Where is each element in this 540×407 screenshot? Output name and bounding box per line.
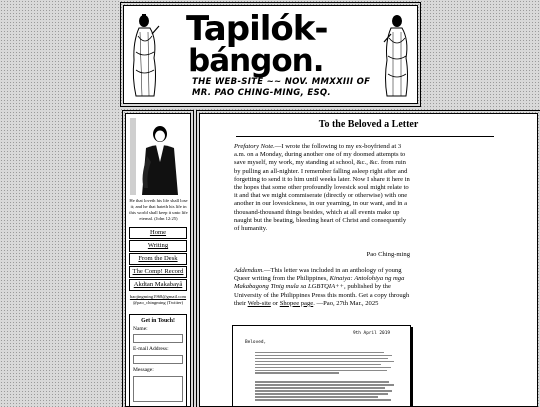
message-input[interactable] <box>133 376 183 402</box>
site-banner <box>123 5 418 104</box>
addendum <box>234 267 410 308</box>
article-title: To the Beloved a Letter <box>318 119 419 130</box>
letter-body-lines <box>255 350 395 402</box>
twitter-handle: @pao_chingming (Twitter) <box>132 300 184 305</box>
site-title-line-1: Tapilók- <box>186 9 328 49</box>
title-divider <box>236 136 494 137</box>
author-signature: Pao Ching-ming <box>366 251 410 258</box>
letter-date: 9th April 2019 <box>352 331 390 336</box>
addendum-text-2: , published by the University of the Philippines Press this month. Get a copy through their <box>234 283 410 307</box>
letter-salutation: Beloved, <box>245 340 267 345</box>
scholar-figure-right <box>381 12 411 98</box>
site-subtitle: THE WEB-SITE ~~ NOV. MMXXIII OF MR. PAO CHING-MING, ESQ. <box>192 77 371 98</box>
contact-form <box>129 314 187 407</box>
email-label: E-mail Address: <box>133 346 169 352</box>
prefatory-label: Prefatory Note. <box>234 143 275 150</box>
name-input[interactable] <box>133 334 183 343</box>
nav-comp-record-button[interactable]: The Comp! Record <box>129 266 187 278</box>
author-portrait <box>130 118 185 195</box>
sidebar <box>125 113 191 407</box>
addendum-text-1: —This letter was included in an anthology of young Queer writing from the Philippines, <box>234 267 402 283</box>
nav-akdtan-button[interactable]: Akdtan Makabayâ <box>129 279 187 291</box>
addendum-text-4: . —Pao, 27th Mar., 2025 <box>313 299 379 307</box>
main-content <box>199 113 538 407</box>
nav-home-button[interactable]: Home <box>129 227 187 239</box>
site-title-line-2: bángon. <box>188 43 324 79</box>
prefatory-text: —I wrote the following to my ex-boyfriend at 3 a.m. on a Monday, during another one of my doomed attempts to save myself, my work, my standing at school, &c., &c. from ruin by pulling an all-nighter. I remember falling asleep right after and forgetting to send it to him until weeks later. Now I share it here in the hopes that some other profoundly lovesick soul might relate to it and that we might commiserate (directly or otherwise) with one another in our lovesickness, in our yearning, in our want, and in a thousand-thousand things besides, which at all events make up naught but the beating, bleeding heart of Christ and consequently of humanity. <box>234 143 410 233</box>
email-input[interactable] <box>133 355 183 364</box>
message-label: Message: <box>133 367 154 373</box>
bible-quote: He that loveth his life shall lose it; and he that hateth his life in this world shall keep it unto life eternal. (John 12:25) <box>129 198 188 221</box>
email-link[interactable]: baojingming1968@gmail.com <box>129 294 187 299</box>
website-link[interactable]: Web-site <box>247 299 271 307</box>
addendum-text-3: or <box>270 299 280 307</box>
name-label: Name: <box>133 326 148 332</box>
anthology-title: Kinaiya: Antolohiya ng mga Makabagong Tinig mula sa LGBTQIA++ <box>234 275 405 291</box>
nav-from-the-desk-button[interactable]: From the Desk <box>129 253 187 265</box>
scholar-figure-left <box>130 12 160 98</box>
contact-form-title: Get in Touch! <box>141 318 175 324</box>
letter-scan-image <box>232 325 411 407</box>
addendum-label: Addendum. <box>234 267 264 274</box>
contact-info <box>127 294 189 306</box>
nav-writing-button[interactable]: Writing <box>129 240 187 252</box>
shopee-link[interactable]: Shopee page <box>279 299 314 307</box>
prefatory-note <box>234 143 410 233</box>
